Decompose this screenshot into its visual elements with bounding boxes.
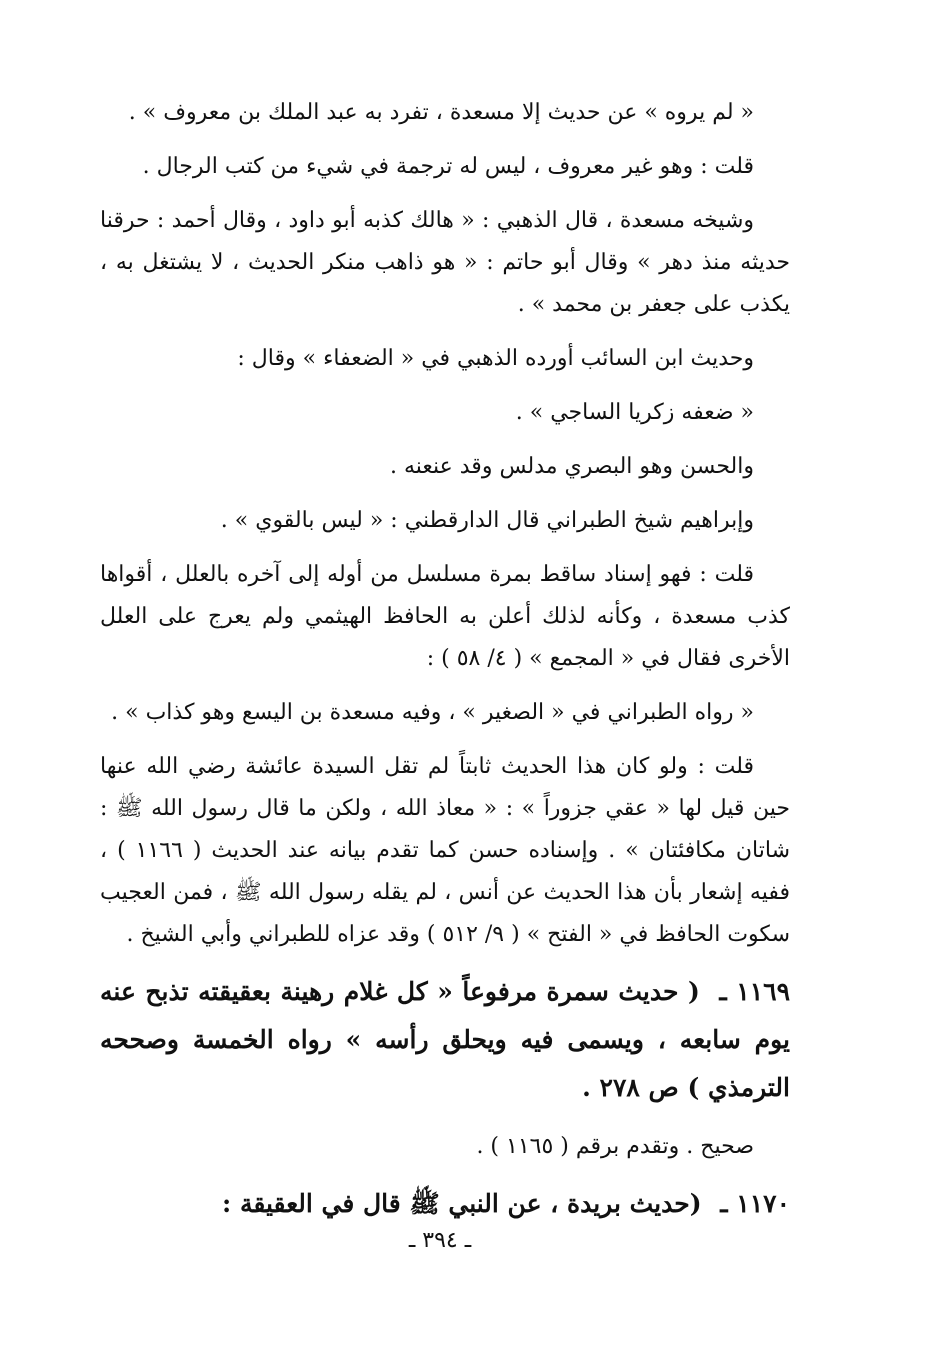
entry-text: (حديث بريدة ، عن النبي ﷺ قال في العقيقة : (222, 1189, 702, 1218)
hadith-entry-1170 (100, 1180, 790, 1228)
quote: « رواه الطبراني في « الصغير » ، وفيه مسعدة بن اليسع وهو كذاب » . (111, 700, 754, 725)
hadith-entry-1169 (100, 968, 790, 1112)
paragraph: وإبراهيم شيخ الطبراني قال الدارقطني : « ليس بالقوي » . (220, 508, 754, 533)
grading: صحيح . وتقدم برقم ( ١١٦٥ ) . (476, 1134, 754, 1159)
page-body (100, 92, 790, 1242)
paragraph: والحسن وهو البصري مدلس وقد عنعنه . (389, 454, 754, 479)
paragraph: وشيخه مسعدة ، قال الذهبي : « هالك كذبه أبو داود ، وقال أحمد : حرقنا حديثه منذ دهر » وقال أبو حاتم : « هو ذاهب منكر الحديث ، لا يشتغل به ، يكذب على جعفر بن محمد » . (100, 208, 790, 317)
quote: « ضعفه زكريا الساجي » . (515, 400, 754, 425)
entry-number: ١١٧٠ ـ (720, 1189, 790, 1218)
paragraph: وحديث ابن السائب أورده الذهبي في « الضعفاء » وقال : (237, 346, 754, 371)
paragraph: قلت : وهو غير معروف ، ليس له ترجمة في شيء من كتب الرجال . (142, 154, 754, 179)
entry-text: ( حديث سمرة مرفوعاً « كل غلام رهينة بعقيقته تذبح عنه يوم سابعه ، ويسمى فيه ويحلق رأسه » رواه الخمسة وصححه الترمذي ) ص ٢٧٨ . (100, 977, 790, 1102)
page-number: ـ ٣٩٤ ـ (408, 1228, 472, 1253)
paragraph: قلت : فهو إسناد ساقط بمرة مسلسل من أوله إلى آخره بالعلل ، أقواها كذب مسعدة ، وكأنه لذلك أعلن به الحافظ الهيثمي ولم يعرج على العلل الأخرى فقال في « المجمع » ( ٤/ ٥٨ ) : (100, 562, 790, 671)
paragraph: « لم يروه » عن حديث إلا مسعدة ، تفرد به عبد الملك بن معروف » . (128, 100, 754, 125)
entry-number: ١١٦٩ ـ (719, 977, 790, 1006)
paragraph: قلت : ولو كان هذا الحديث ثابتاً لم تقل السيدة عائشة رضي الله عنها حين قيل لها « عقي جزوراً » : « معاذ الله ، ولكن ما قال رسول الله ﷺ : شاتان مكافئتان » . وإسناده حسن كما تقدم بيانه عند الحديث ( ١١٦٦ ) ، ففيه إشعار بأن هذا الحديث عن أنس ، لم يقله رسول الله ﷺ ، فمن العجيب سكوت الحافظ في « الفتح » ( ٩/ ٥١٢ ) وقد عزاه للطبراني وأبي الشيخ . (100, 754, 791, 947)
